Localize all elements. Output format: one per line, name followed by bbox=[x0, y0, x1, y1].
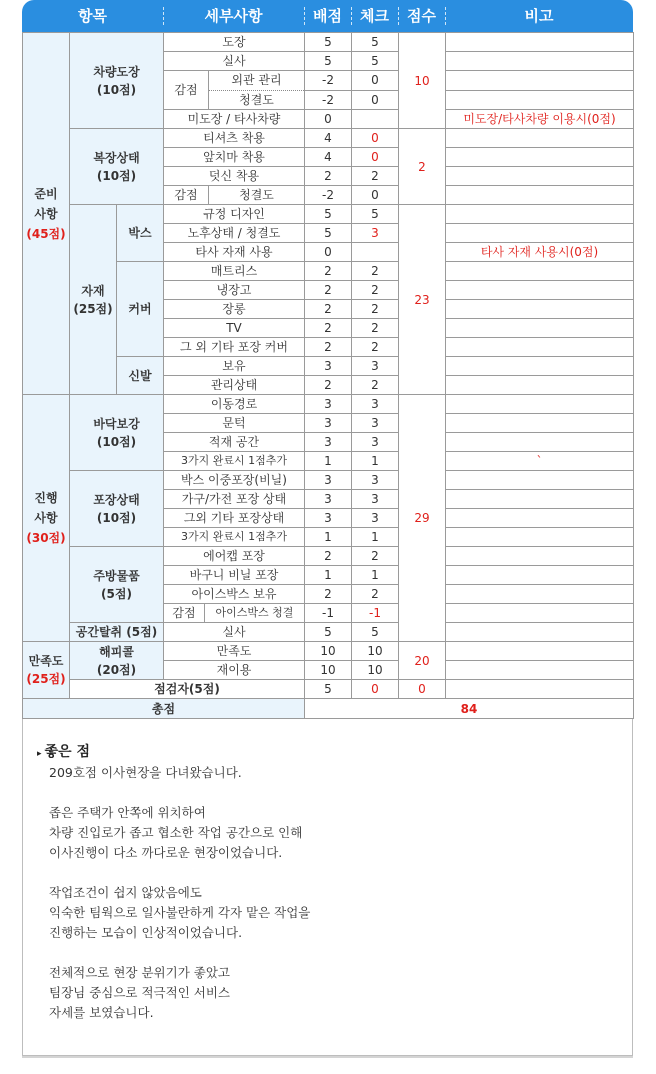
group-materials bbox=[70, 205, 117, 395]
points-cell: -1 bbox=[305, 604, 352, 623]
comment-line: 차량 진입로가 좁고 협소한 작업 공간으로 인해 bbox=[49, 825, 303, 840]
comment-line: 진행하는 모습이 인상적이었습니다. bbox=[49, 925, 243, 940]
detail-cell: 청결도 bbox=[239, 188, 274, 202]
points-cell: 3 bbox=[305, 395, 352, 414]
points-cell: 5 bbox=[305, 205, 352, 224]
check-cell: 5 bbox=[352, 623, 399, 642]
comment-line: 전체적으로 현장 분위기가 좋았고 bbox=[49, 965, 230, 980]
points-cell: 5 bbox=[305, 623, 352, 642]
group-happycall bbox=[70, 642, 164, 680]
points-cell: 5 bbox=[305, 224, 352, 243]
note-cell: 미도장/타사차량 이용시(0점) bbox=[446, 110, 634, 129]
header-note: 비고 bbox=[524, 7, 554, 25]
deduct-label: 감점 bbox=[164, 71, 209, 109]
score-cell: 20 bbox=[399, 642, 446, 680]
group-points: (25점) bbox=[73, 301, 113, 316]
points-cell: 2 bbox=[305, 167, 352, 186]
detail-cell: 그 외 기타 포장 커버 bbox=[164, 338, 305, 357]
note-cell bbox=[446, 186, 634, 205]
score-cell: 2 bbox=[399, 129, 446, 205]
note-cell bbox=[446, 490, 634, 509]
points-cell: -2 bbox=[305, 186, 352, 205]
check-cell: 10 bbox=[352, 642, 399, 661]
comment-line: 팀장님 중심으로 적극적인 서비스 bbox=[49, 985, 230, 1000]
group-name: 자재 bbox=[81, 283, 105, 298]
group-points: (10점) bbox=[96, 434, 137, 449]
check-cell: 2 bbox=[352, 300, 399, 319]
detail-cell: 문턱 bbox=[164, 414, 305, 433]
check-cell: 0 bbox=[352, 680, 399, 699]
group-name: 바닥보강 bbox=[93, 416, 140, 431]
note-cell bbox=[446, 129, 634, 148]
subgroup-cover: 커버 bbox=[117, 262, 164, 357]
header-score: 점수 bbox=[407, 7, 436, 25]
note-cell bbox=[446, 395, 634, 414]
group-points: (5점) bbox=[101, 586, 132, 601]
note-cell: ` bbox=[446, 452, 634, 471]
header-check: 체크 bbox=[360, 7, 389, 25]
comment-line: 익숙한 팀웍으로 일사불란하게 각자 맡은 작업을 bbox=[49, 905, 311, 920]
check-cell: 2 bbox=[352, 281, 399, 300]
deduct-label: 감점 bbox=[164, 604, 205, 622]
detail-cell: 에어캡 포장 bbox=[164, 547, 305, 566]
note-cell bbox=[446, 604, 634, 623]
subgroup-box: 박스 bbox=[117, 205, 164, 262]
check-cell: -1 bbox=[352, 604, 399, 623]
table-header bbox=[22, 0, 633, 32]
check-cell: 2 bbox=[352, 262, 399, 281]
points-cell: 1 bbox=[305, 452, 352, 471]
comment-line bbox=[49, 783, 310, 803]
group-points: (10점) bbox=[96, 510, 137, 525]
note-cell bbox=[446, 566, 634, 585]
section-prep bbox=[23, 33, 70, 395]
detail-cell: 적재 공간 bbox=[164, 433, 305, 452]
group-name: 주방물품 bbox=[93, 568, 140, 583]
section-progress bbox=[23, 395, 70, 642]
points-cell: -2 bbox=[305, 90, 352, 110]
check-cell: 2 bbox=[352, 319, 399, 338]
total-label: 총점 bbox=[23, 699, 305, 719]
points-cell: 10 bbox=[305, 661, 352, 680]
score-table bbox=[22, 32, 634, 719]
note-cell bbox=[446, 585, 634, 604]
score-cell: 10 bbox=[399, 33, 446, 129]
detail-cell: 덧신 착용 bbox=[164, 167, 305, 186]
detail-cell: 청결도 bbox=[239, 93, 274, 107]
group-points: (10점) bbox=[96, 168, 137, 183]
check-cell: 2 bbox=[352, 167, 399, 186]
detail-cell: 3가지 완료시 1점추가 bbox=[164, 452, 305, 471]
total-row bbox=[23, 699, 634, 719]
table-row bbox=[23, 680, 634, 699]
detail-cell: 미도장 / 타사차량 bbox=[164, 110, 305, 129]
detail-cell: 도장 bbox=[164, 33, 305, 52]
comment-line: 209호점 이사현장을 다녀왔습니다. bbox=[49, 765, 242, 780]
deduct-group bbox=[164, 71, 305, 110]
check-cell bbox=[352, 110, 399, 129]
check-cell: 3 bbox=[352, 224, 399, 243]
points-cell: 5 bbox=[305, 52, 352, 71]
table-row bbox=[23, 642, 634, 661]
check-cell: 1 bbox=[352, 452, 399, 471]
note-cell bbox=[446, 509, 634, 528]
points-cell: 1 bbox=[305, 566, 352, 585]
note-cell bbox=[446, 433, 634, 452]
points-cell: 3 bbox=[305, 509, 352, 528]
score-cell: 29 bbox=[399, 395, 446, 642]
group-name: 복장상태 bbox=[93, 150, 140, 165]
note-cell bbox=[446, 680, 634, 699]
group-points: (10점) bbox=[96, 82, 137, 97]
points-cell: 3 bbox=[305, 490, 352, 509]
detail-cell: 외관 관리 bbox=[209, 71, 304, 91]
check-cell: 0 bbox=[352, 90, 399, 110]
detail-cell: 규정 디자인 bbox=[164, 205, 305, 224]
detail-cell: 박스 이중포장(비닐) bbox=[164, 471, 305, 490]
comment-line: 좁은 주택가 안쪽에 위치하여 bbox=[49, 805, 206, 820]
detail-cell: TV bbox=[164, 319, 305, 338]
comment-line: 자세를 보였습니다. bbox=[49, 1005, 154, 1020]
check-cell: 0 bbox=[352, 129, 399, 148]
detail-cell: 타사 자재 사용 bbox=[164, 243, 305, 262]
check-cell bbox=[352, 243, 399, 262]
comment-box bbox=[22, 719, 633, 1056]
points-cell: 0 bbox=[305, 110, 352, 129]
detail-cell: 바구니 비닐 포장 bbox=[164, 566, 305, 585]
note-cell: 타사 자재 사용시(0점) bbox=[446, 243, 634, 262]
note-cell bbox=[446, 642, 634, 661]
note-cell bbox=[446, 376, 634, 395]
points-cell: 2 bbox=[305, 376, 352, 395]
note-cell bbox=[446, 338, 634, 357]
check-cell: 3 bbox=[352, 471, 399, 490]
detail-cell: 3가지 완료시 1점추가 bbox=[164, 528, 305, 547]
detail-cell: 관리상태 bbox=[164, 376, 305, 395]
score-cell: 23 bbox=[399, 205, 446, 395]
note-cell bbox=[446, 262, 634, 281]
detail-cell: 아이스박스 보유 bbox=[164, 585, 305, 604]
note-cell bbox=[446, 281, 634, 300]
comment-title-text: 좋은 점 bbox=[44, 744, 90, 760]
points-cell: 1 bbox=[305, 528, 352, 547]
points-cell: 2 bbox=[305, 262, 352, 281]
points-cell: 5 bbox=[305, 33, 352, 52]
points-cell: 3 bbox=[305, 357, 352, 376]
detail-cell: 아이스박스 청결 bbox=[215, 606, 294, 619]
section-name: 진행 사항 bbox=[34, 491, 58, 525]
table-row bbox=[23, 623, 634, 642]
note-cell bbox=[446, 90, 634, 110]
detail-cell: 앞치마 착용 bbox=[164, 148, 305, 167]
comment-line bbox=[49, 943, 310, 963]
check-cell: 3 bbox=[352, 357, 399, 376]
detail-cell: 만족도 bbox=[164, 642, 305, 661]
check-cell: 2 bbox=[352, 585, 399, 604]
note-cell bbox=[446, 205, 634, 224]
check-cell: 3 bbox=[352, 395, 399, 414]
check-cell: 0 bbox=[352, 148, 399, 167]
table-row bbox=[23, 547, 634, 566]
deduct-group bbox=[164, 186, 305, 205]
section-name: 만족도 bbox=[28, 654, 64, 668]
group-space: 공간탈취 (5점) bbox=[70, 623, 164, 642]
table-row bbox=[23, 129, 634, 148]
group-floor bbox=[70, 395, 164, 471]
table-row bbox=[23, 471, 634, 490]
group-name: 해피콜 bbox=[99, 644, 134, 659]
check-cell: 1 bbox=[352, 528, 399, 547]
score-cell: 0 bbox=[399, 680, 446, 699]
header-item: 항목 bbox=[78, 7, 107, 25]
note-cell bbox=[446, 414, 634, 433]
detail-cell: 매트리스 bbox=[164, 262, 305, 281]
section-name: 준비 사항 bbox=[34, 186, 58, 221]
section-satisfaction bbox=[23, 642, 70, 699]
section-points: (25점) bbox=[26, 672, 66, 686]
detail-cell: 실사 bbox=[164, 52, 305, 71]
check-cell: 0 bbox=[352, 71, 399, 91]
note-cell bbox=[446, 661, 634, 680]
evaluation-sheet bbox=[22, 0, 633, 1056]
check-cell: 2 bbox=[352, 338, 399, 357]
points-cell: 3 bbox=[305, 433, 352, 452]
deduct-group bbox=[164, 604, 305, 623]
group-name: 포장상태 bbox=[93, 492, 140, 507]
header-detail: 세부사항 bbox=[204, 7, 263, 25]
group-kitchen bbox=[70, 547, 164, 623]
total-value: 84 bbox=[305, 699, 634, 719]
points-cell: 5 bbox=[305, 680, 352, 699]
note-cell bbox=[446, 357, 634, 376]
detail-cell: 재이용 bbox=[164, 661, 305, 680]
points-cell: 2 bbox=[305, 319, 352, 338]
triangle-bullet-icon: ▸ bbox=[37, 749, 42, 759]
check-cell: 2 bbox=[352, 376, 399, 395]
detail-cell: 티셔츠 착용 bbox=[164, 129, 305, 148]
note-cell bbox=[446, 148, 634, 167]
table-row bbox=[23, 205, 634, 224]
note-cell bbox=[446, 319, 634, 338]
group-packing bbox=[70, 471, 164, 547]
subgroup-shoes: 신발 bbox=[117, 357, 164, 395]
group-points: (20점) bbox=[96, 662, 137, 677]
check-cell: 3 bbox=[352, 509, 399, 528]
check-cell: 5 bbox=[352, 205, 399, 224]
check-cell: 5 bbox=[352, 52, 399, 71]
note-cell bbox=[446, 623, 634, 642]
detail-cell: 보유 bbox=[164, 357, 305, 376]
deduct-label: 감점 bbox=[164, 186, 209, 204]
check-cell: 10 bbox=[352, 661, 399, 680]
detail-cell: 그외 기타 포장상태 bbox=[164, 509, 305, 528]
detail-cell: 장롱 bbox=[164, 300, 305, 319]
check-cell: 5 bbox=[352, 33, 399, 52]
note-cell bbox=[446, 167, 634, 186]
points-cell: 2 bbox=[305, 585, 352, 604]
group-inspector: 점검자(5점) bbox=[70, 680, 305, 699]
comment-line: 이사진행이 다소 까다로운 현장이었습니다. bbox=[49, 845, 283, 860]
section-points: (45점) bbox=[26, 226, 66, 241]
detail-cell: 이동경로 bbox=[164, 395, 305, 414]
points-cell: 0 bbox=[305, 243, 352, 262]
check-cell: 1 bbox=[352, 566, 399, 585]
check-cell: 3 bbox=[352, 414, 399, 433]
detail-cell: 노후상태 / 청결도 bbox=[164, 224, 305, 243]
comment-line bbox=[49, 863, 310, 883]
note-cell bbox=[446, 33, 634, 52]
comment-title bbox=[37, 741, 90, 761]
points-cell: 2 bbox=[305, 300, 352, 319]
points-cell: 2 bbox=[305, 338, 352, 357]
table-row bbox=[23, 395, 634, 414]
points-cell: 3 bbox=[305, 414, 352, 433]
group-attire bbox=[70, 129, 164, 205]
note-cell bbox=[446, 471, 634, 490]
points-cell: 3 bbox=[305, 471, 352, 490]
points-cell: 4 bbox=[305, 129, 352, 148]
table-row bbox=[23, 33, 634, 52]
points-cell: 4 bbox=[305, 148, 352, 167]
points-cell: 2 bbox=[305, 281, 352, 300]
note-cell bbox=[446, 224, 634, 243]
note-cell bbox=[446, 52, 634, 71]
note-cell bbox=[446, 547, 634, 566]
comment-line: 작업조건이 쉽지 않았음에도 bbox=[49, 885, 202, 900]
header-points: 배점 bbox=[313, 7, 342, 25]
points-cell: 10 bbox=[305, 642, 352, 661]
section-points: (30점) bbox=[26, 531, 66, 545]
points-cell: -2 bbox=[305, 71, 352, 91]
check-cell: 3 bbox=[352, 490, 399, 509]
note-cell bbox=[446, 300, 634, 319]
detail-cell: 가구/가전 포장 상태 bbox=[164, 490, 305, 509]
comment-body bbox=[49, 763, 310, 1023]
check-cell: 3 bbox=[352, 433, 399, 452]
detail-cell: 냉장고 bbox=[164, 281, 305, 300]
points-cell: 2 bbox=[305, 547, 352, 566]
check-cell: 2 bbox=[352, 547, 399, 566]
group-name: 차량도장 bbox=[93, 64, 140, 79]
detail-cell: 실사 bbox=[164, 623, 305, 642]
note-cell bbox=[446, 71, 634, 91]
group-vehicle bbox=[70, 33, 164, 129]
note-cell bbox=[446, 528, 634, 547]
check-cell: 0 bbox=[352, 186, 399, 205]
